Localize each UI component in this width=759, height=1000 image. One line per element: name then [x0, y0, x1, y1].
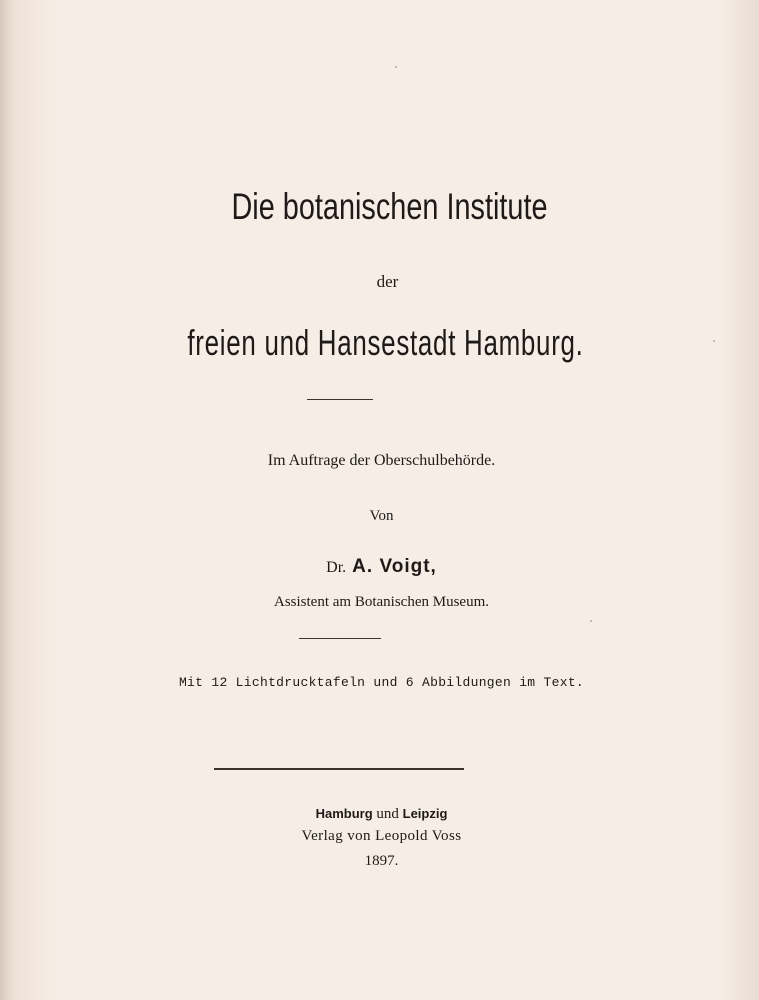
divider-rule [307, 399, 373, 400]
imprint-und: und [376, 806, 399, 822]
author-name: A. Voigt, [352, 556, 437, 577]
imprint-city-1: Hamburg [315, 806, 373, 821]
commission-line: Im Auftrage der Oberschulbehörde. [267, 452, 496, 469]
author-title: Dr. [326, 559, 347, 576]
divider-rule-long [214, 768, 464, 770]
author-line [2, 556, 759, 578]
imprint-year: 1897. [364, 853, 399, 869]
title-line-1: Die botanischen Institute [231, 186, 548, 227]
divider-rule [299, 638, 381, 639]
title-line-2: freien und Hansestadt Hamburg. [187, 322, 584, 363]
imprint-place [2, 806, 759, 823]
imprint-publisher: Verlag von Leopold Voss [301, 828, 462, 844]
title-connector: der [376, 272, 399, 291]
imprint-city-2: Leipzig [402, 806, 448, 821]
by-line: Von [369, 508, 394, 524]
illustrations-note: Mit 12 Lichtdrucktafeln und 6 Abbildungen im Text. [178, 675, 585, 690]
paper-speck [713, 340, 715, 342]
paper-speck [590, 620, 592, 622]
paper-speck [395, 66, 397, 68]
author-position: Assistent am Botanischen Museum. [274, 594, 489, 610]
